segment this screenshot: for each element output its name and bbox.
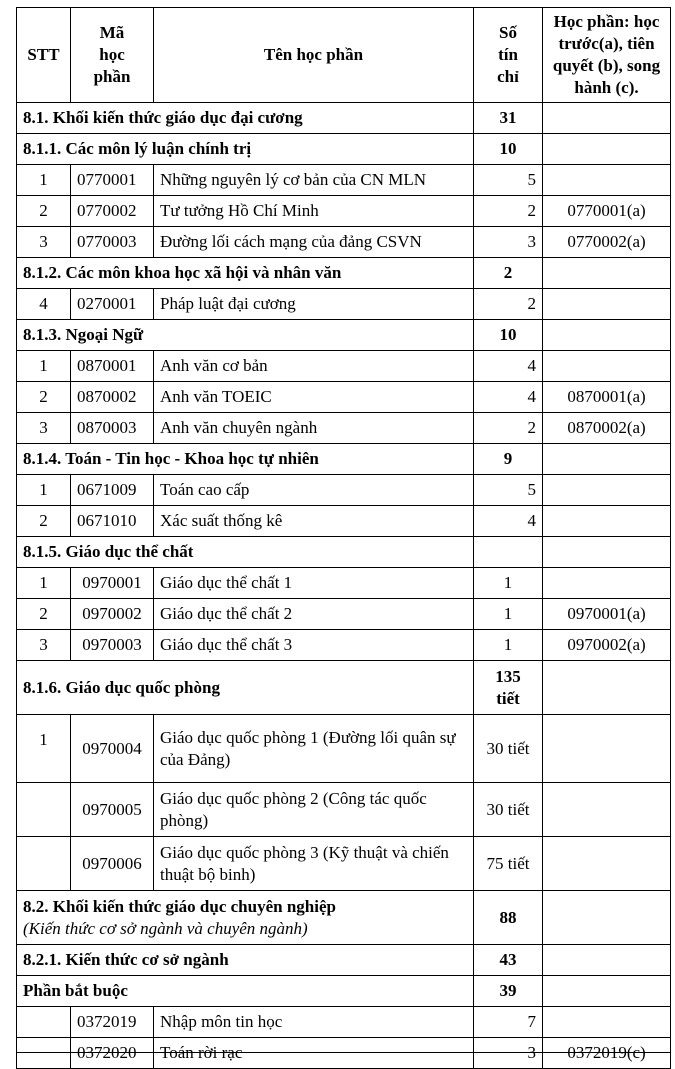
row-credits: 2 bbox=[474, 196, 543, 227]
row-name: Xác suất thống kê bbox=[154, 506, 474, 537]
row-stt bbox=[17, 1007, 71, 1038]
row-stt: 2 bbox=[17, 382, 71, 413]
table-row bbox=[17, 413, 671, 444]
section-credits: 9 bbox=[474, 444, 543, 475]
row-code: 0870003 bbox=[71, 413, 154, 444]
table-row bbox=[17, 783, 671, 837]
row-name: Giáo dục thể chất 1 bbox=[154, 568, 474, 599]
section-credits: 135 tiết bbox=[474, 661, 543, 715]
empty-cell bbox=[543, 976, 671, 1007]
section-row bbox=[17, 891, 671, 945]
empty-cell bbox=[543, 444, 671, 475]
row-credits: 2 bbox=[474, 413, 543, 444]
section-credits: 10 bbox=[474, 134, 543, 165]
row-code: 0671009 bbox=[71, 475, 154, 506]
section-credits bbox=[474, 537, 543, 568]
row-code: 0970004 bbox=[71, 715, 154, 783]
row-prereq: 0770001(a) bbox=[543, 196, 671, 227]
row-prereq bbox=[543, 783, 671, 837]
row-credits: 5 bbox=[474, 165, 543, 196]
table-row bbox=[17, 506, 671, 537]
row-prereq bbox=[543, 289, 671, 320]
row-credits: 4 bbox=[474, 351, 543, 382]
row-name: Pháp luật đại cương bbox=[154, 289, 474, 320]
row-code: 0970002 bbox=[71, 599, 154, 630]
table-row bbox=[17, 351, 671, 382]
row-code: 0372019 bbox=[71, 1007, 154, 1038]
row-prereq: 0970001(a) bbox=[543, 599, 671, 630]
section-subtitle: (Kiến thức cơ sở ngành và chuyên ngành) bbox=[23, 918, 308, 938]
row-stt: 4 bbox=[17, 289, 71, 320]
row-stt: 2 bbox=[17, 506, 71, 537]
row-credits: 1 bbox=[474, 630, 543, 661]
row-credits: 7 bbox=[474, 1007, 543, 1038]
row-name: Tư tưởng Hồ Chí Minh bbox=[154, 196, 474, 227]
section-title: Phần bắt buộc bbox=[17, 976, 474, 1007]
section-credits: 31 bbox=[474, 103, 543, 134]
row-name: Giáo dục thể chất 3 bbox=[154, 630, 474, 661]
row-prereq: 0970002(a) bbox=[543, 630, 671, 661]
row-code: 0770001 bbox=[71, 165, 154, 196]
table-row bbox=[17, 227, 671, 258]
row-prereq bbox=[543, 1007, 671, 1038]
section-row bbox=[17, 134, 671, 165]
row-code: 0770003 bbox=[71, 227, 154, 258]
row-name: Giáo dục thể chất 2 bbox=[154, 599, 474, 630]
row-name: Toán cao cấp bbox=[154, 475, 474, 506]
table-header-row bbox=[17, 8, 671, 103]
row-code: 0970005 bbox=[71, 783, 154, 837]
table-row bbox=[17, 475, 671, 506]
row-code: 0970001 bbox=[71, 568, 154, 599]
row-name: Toán rời rạc bbox=[154, 1038, 474, 1069]
header-prereq: Học phần: học trước(a), tiên quyết (b), song hành (c). bbox=[543, 8, 671, 103]
empty-cell bbox=[543, 537, 671, 568]
row-prereq: 0870001(a) bbox=[543, 382, 671, 413]
section-credits: 39 bbox=[474, 976, 543, 1007]
section-row bbox=[17, 661, 671, 715]
row-prereq bbox=[543, 568, 671, 599]
section-title: 8.1.4. Toán - Tin học - Khoa học tự nhiên bbox=[17, 444, 474, 475]
section-title: 8.2.1. Kiến thức cơ sở ngành bbox=[17, 945, 474, 976]
row-stt: 2 bbox=[17, 599, 71, 630]
row-prereq bbox=[543, 351, 671, 382]
row-stt: 2 bbox=[17, 196, 71, 227]
row-name: Đường lối cách mạng của đảng CSVN bbox=[154, 227, 474, 258]
row-code: 0970006 bbox=[71, 837, 154, 891]
table-row bbox=[17, 196, 671, 227]
section-title: 8.1.2. Các môn khoa học xã hội và nhân văn bbox=[17, 258, 474, 289]
row-prereq: 0372019(c) bbox=[543, 1038, 671, 1069]
row-credits: 3 bbox=[474, 227, 543, 258]
row-credits: 3 bbox=[474, 1038, 543, 1069]
row-credits: 1 bbox=[474, 568, 543, 599]
header-stt: STT bbox=[17, 8, 71, 103]
row-code: 0870001 bbox=[71, 351, 154, 382]
row-credits: 4 bbox=[474, 382, 543, 413]
row-stt: 3 bbox=[17, 630, 71, 661]
row-code: 0770002 bbox=[71, 196, 154, 227]
curriculum-table bbox=[16, 7, 671, 1069]
row-credits: 2 bbox=[474, 289, 543, 320]
row-prereq: 0870002(a) bbox=[543, 413, 671, 444]
section-row bbox=[17, 945, 671, 976]
row-prereq bbox=[543, 715, 671, 783]
row-stt bbox=[17, 783, 71, 837]
empty-cell bbox=[543, 103, 671, 134]
table-row bbox=[17, 837, 671, 891]
row-stt: 1 bbox=[17, 568, 71, 599]
section-title-cell bbox=[17, 891, 474, 945]
section-title: 8.1. Khối kiến thức giáo dục đại cương bbox=[17, 103, 474, 134]
row-name: Giáo dục quốc phòng 3 (Kỹ thuật và chiến thuật bộ binh) bbox=[154, 837, 474, 891]
row-credits: 1 bbox=[474, 599, 543, 630]
row-stt: 1 bbox=[17, 715, 71, 783]
row-name: Anh văn cơ bản bbox=[154, 351, 474, 382]
row-code: 0970003 bbox=[71, 630, 154, 661]
row-prereq bbox=[543, 506, 671, 537]
empty-cell bbox=[543, 320, 671, 351]
table-row bbox=[17, 382, 671, 413]
table-row bbox=[17, 630, 671, 661]
row-stt: 1 bbox=[17, 475, 71, 506]
row-prereq bbox=[543, 837, 671, 891]
header-credits: Số tín chỉ bbox=[474, 8, 543, 103]
row-credits: 75 tiết bbox=[474, 837, 543, 891]
row-code: 0671010 bbox=[71, 506, 154, 537]
row-credits: 30 tiết bbox=[474, 783, 543, 837]
row-code: 0270001 bbox=[71, 289, 154, 320]
row-name: Nhập môn tin học bbox=[154, 1007, 474, 1038]
row-stt: 3 bbox=[17, 413, 71, 444]
row-name: Anh văn chuyên ngành bbox=[154, 413, 474, 444]
empty-cell bbox=[543, 134, 671, 165]
table-row bbox=[17, 715, 671, 783]
row-name: Những nguyên lý cơ bản của CN MLN bbox=[154, 165, 474, 196]
empty-cell bbox=[543, 891, 671, 945]
row-credits: 5 bbox=[474, 475, 543, 506]
row-stt bbox=[17, 837, 71, 891]
table-row bbox=[17, 1038, 671, 1069]
row-prereq: 0770002(a) bbox=[543, 227, 671, 258]
empty-cell bbox=[543, 661, 671, 715]
section-title: 8.2. Khối kiến thức giáo dục chuyên nghiệp bbox=[23, 896, 336, 916]
table-row bbox=[17, 568, 671, 599]
empty-cell bbox=[543, 945, 671, 976]
table-row bbox=[17, 1007, 671, 1038]
section-credits: 88 bbox=[474, 891, 543, 945]
page-divider bbox=[16, 1052, 670, 1053]
row-name: Giáo dục quốc phòng 2 (Công tác quốc phòng) bbox=[154, 783, 474, 837]
row-stt: 1 bbox=[17, 165, 71, 196]
empty-cell bbox=[543, 258, 671, 289]
table-row bbox=[17, 289, 671, 320]
row-stt: 3 bbox=[17, 227, 71, 258]
section-title: 8.1.3. Ngoại Ngữ bbox=[17, 320, 474, 351]
section-title: 8.1.1. Các môn lý luận chính trị bbox=[17, 134, 474, 165]
row-prereq bbox=[543, 475, 671, 506]
header-name: Tên học phần bbox=[154, 8, 474, 103]
row-stt bbox=[17, 1038, 71, 1069]
section-row bbox=[17, 320, 671, 351]
row-credits: 4 bbox=[474, 506, 543, 537]
section-row bbox=[17, 444, 671, 475]
section-row bbox=[17, 537, 671, 568]
section-credits: 2 bbox=[474, 258, 543, 289]
row-code: 0372020 bbox=[71, 1038, 154, 1069]
row-code: 0870002 bbox=[71, 382, 154, 413]
section-title: 8.1.6. Giáo dục quốc phòng bbox=[17, 661, 474, 715]
table-row bbox=[17, 599, 671, 630]
section-row bbox=[17, 258, 671, 289]
header-code: Mã học phần bbox=[71, 8, 154, 103]
row-credits: 30 tiết bbox=[474, 715, 543, 783]
row-name: Giáo dục quốc phòng 1 (Đường lối quân sự của Đảng) bbox=[154, 715, 474, 783]
row-name: Anh văn TOEIC bbox=[154, 382, 474, 413]
section-credits: 10 bbox=[474, 320, 543, 351]
section-title: 8.1.5. Giáo dục thể chất bbox=[17, 537, 474, 568]
section-row bbox=[17, 976, 671, 1007]
section-credits: 43 bbox=[474, 945, 543, 976]
row-stt: 1 bbox=[17, 351, 71, 382]
table-row bbox=[17, 165, 671, 196]
row-prereq bbox=[543, 165, 671, 196]
section-row bbox=[17, 103, 671, 134]
